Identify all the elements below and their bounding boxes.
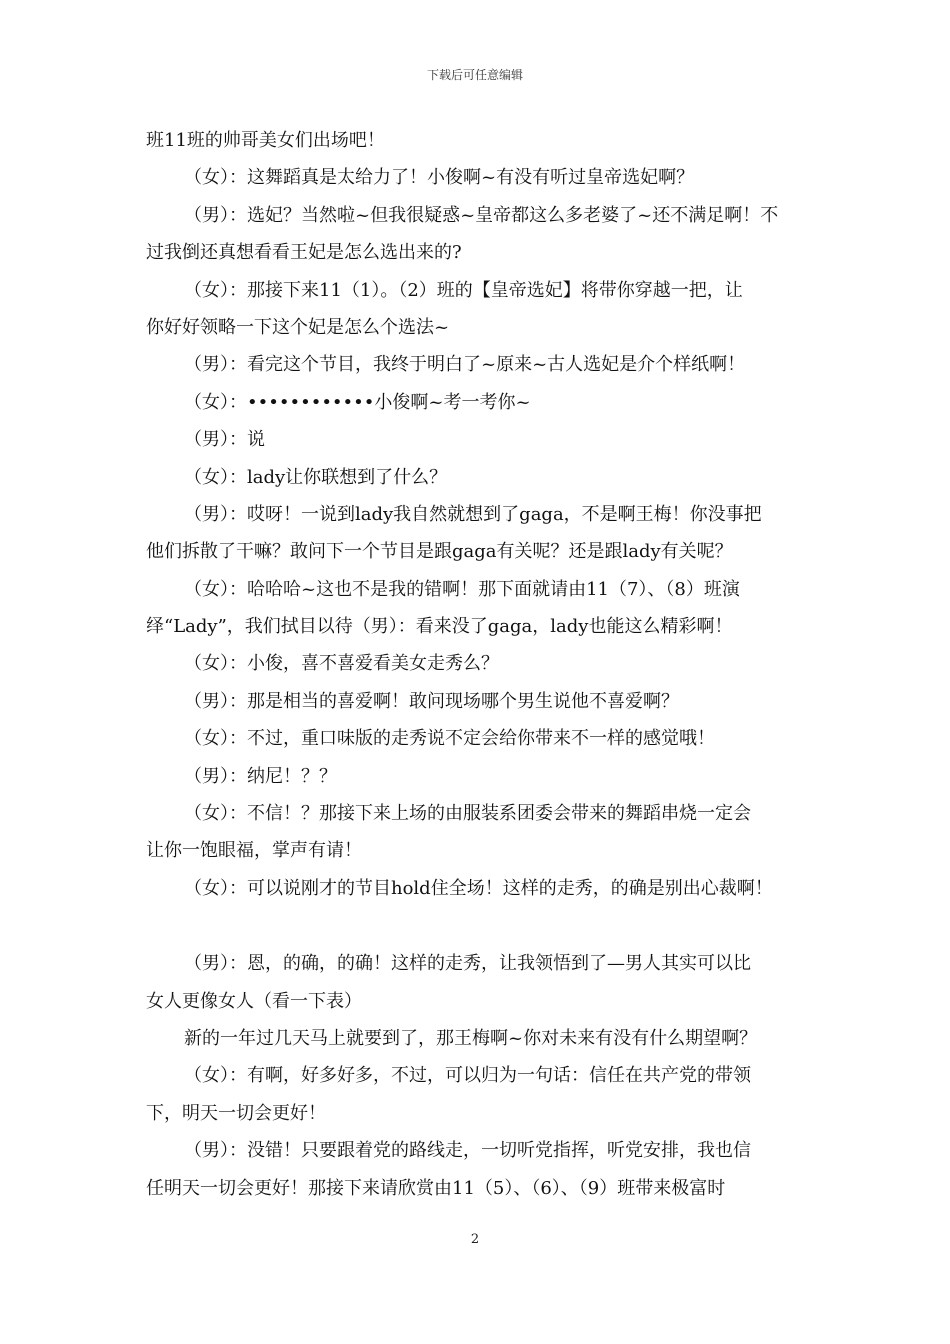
text-line: 班11班的帅哥美女们出场吧！	[146, 130, 385, 151]
text-line: （男）：哎呀！一说到lady我自然就想到了gaga，不是啊王梅！你没事把	[184, 503, 762, 525]
text-line: 他们拆散了干嘛？敢问下一个节目是跟gaga有关呢？还是跟lady有关呢？	[146, 541, 733, 563]
text-line: 你好好领略一下这个妃是怎么个选法~	[146, 316, 450, 338]
document-body	[146, 122, 810, 1207]
text-line: 绎“Lady”，我们拭目以待（男）：看来没了gaga，lady也能这么精彩啊！	[146, 616, 733, 638]
paragraph-gap	[146, 907, 810, 945]
text-line: （男）：没错！只要跟着党的路线走，一切听党指挥，听党安排，我也信	[184, 1140, 751, 1162]
text-line: （女）：有啊，好多好多，不过，可以归为一句话：信任在共产党的带领	[184, 1065, 751, 1087]
text-line: （男）：那是相当的喜爱啊！敢问现场哪个男生说他不喜爱啊？	[184, 690, 679, 712]
text-line: （女）：lady让你联想到了什么？	[184, 466, 448, 488]
text-line: （女）：不过，重口味版的走秀说不定会给你带来不一样的感觉哦！	[184, 728, 715, 750]
text-line: （男）：说	[184, 429, 265, 451]
text-line: （男）：选妃？当然啦~但我很疑惑~皇帝都这么多老婆了~还不满足啊！不	[184, 204, 779, 226]
text-line: 下，明天一切会更好！	[146, 1102, 326, 1124]
text-line: （女）：哈哈哈~这也不是我的错啊！那下面就请由11（7）、（8）班演	[184, 578, 740, 600]
page-number: 2	[470, 1232, 480, 1247]
text-line: 新的一年过几天马上就要到了，那王梅啊~你对未来有没有什么期望啊？	[184, 1027, 758, 1049]
text-line: （男）：纳尼！？？	[184, 765, 337, 787]
text-line: （女）：这舞蹈真是太给力了！小俊啊~有没有听过皇帝选妃啊？	[184, 167, 695, 189]
text-line: （女）：那接下来11（1）。（2）班的【皇帝选妃】将带你穿越一把，让	[184, 279, 743, 301]
text-line: （女）：不信！？那接下来上场的由服装系团委会带来的舞蹈串烧一定会	[184, 803, 751, 825]
text-line: （女）：••••••••••••小俊啊~考一考你~	[184, 391, 531, 413]
text-line: 让你一饱眼福，掌声有请！	[146, 840, 362, 862]
text-line: （女）：可以说刚才的节目hold住全场！这样的走秀，的确是别出心裁啊！	[184, 877, 773, 899]
text-line: 女人更像女人（看一下表）	[146, 990, 362, 1012]
text-line: （男）：看完这个节目，我终于明白了~原来~古人选妃是介个样纸啊！	[184, 354, 746, 376]
page-header: 下载后可任意编辑	[426, 68, 523, 82]
text-line: 任明天一切会更好！那接下来请欣赏由11（5）、（6）、（9）班带来极富时	[146, 1177, 726, 1199]
text-line: （女）：小俊，喜不喜爱看美女走秀么？	[184, 653, 499, 675]
text-line: 过我倒还真想看看王妃是怎么选出来的?	[146, 242, 462, 264]
text-line: （男）：恩，的确，的确！这样的走秀，让我领悟到了—男人其实可以比	[184, 953, 751, 975]
